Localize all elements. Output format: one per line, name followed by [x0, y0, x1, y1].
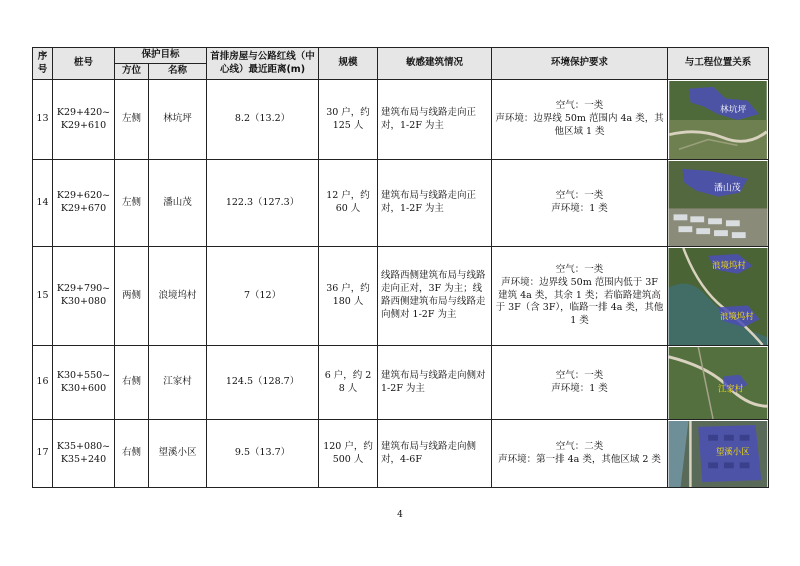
row-distance: 8.2（13.2）	[207, 80, 319, 160]
row-requirement: 空气：一类 声环境：边界线 50m 范围内低于 3F 建筑 4a 类，其余 1 类；若临路建筑高于 3F（含 3F），临路一排 4a 类，其他 1 类	[492, 247, 668, 346]
row-name: 潘山茂	[149, 160, 207, 247]
satellite-map	[668, 347, 768, 419]
col-distance-header: 首排房屋与公路红线（中心线）最近距离(m)	[207, 48, 319, 80]
satellite-map	[668, 421, 768, 487]
row-name: 江家村	[149, 346, 207, 420]
row-building: 建筑布局与线路走向侧对 1-2F 为主	[378, 346, 492, 420]
map-label-secondary: 浪境坞村	[719, 310, 754, 321]
row-distance: 124.5（128.7）	[207, 346, 319, 420]
location-map-image	[668, 346, 769, 420]
satellite-map	[668, 81, 768, 159]
row-side: 左侧	[115, 160, 149, 247]
row-building: 建筑布局与线路走向正对，1-2F 为主	[378, 80, 492, 160]
satellite-map	[668, 161, 768, 246]
row-scale: 12 户，约 60 人	[319, 160, 378, 247]
col-target-header: 保护目标	[115, 48, 207, 64]
row-side: 左侧	[115, 80, 149, 160]
row-building: 线路西侧建筑布局与线路走向正对，3F 为主；线路西侧建筑布局与线路走向侧对 1-2F 为主	[378, 247, 492, 346]
row-requirement: 空气：一类 声环境：1 类	[492, 160, 668, 247]
col-position-header: 与工程位置关系	[668, 48, 769, 80]
row-seq: 14	[33, 160, 53, 247]
row-pile: K35+080~K35+240	[53, 420, 115, 488]
col-scale-header: 规模	[319, 48, 378, 80]
row-scale: 120 户，约 500 人	[319, 420, 378, 488]
table-row	[33, 247, 769, 346]
row-name: 浪境坞村	[149, 247, 207, 346]
col-requirement-header: 环境保护要求	[492, 48, 668, 80]
row-pile: K29+620~K29+670	[53, 160, 115, 247]
satellite-map	[668, 248, 768, 345]
location-map-image	[668, 420, 769, 488]
col-name-header: 名称	[149, 64, 207, 80]
sensitive-targets-table	[32, 47, 769, 488]
row-scale: 36 户，约 180 人	[319, 247, 378, 346]
col-side-header: 方位	[115, 64, 149, 80]
table-row	[33, 346, 769, 420]
table-row	[33, 160, 769, 247]
row-side: 两侧	[115, 247, 149, 346]
page-number: 4	[397, 510, 403, 520]
row-side: 右侧	[115, 346, 149, 420]
row-distance: 9.5（13.7）	[207, 420, 319, 488]
row-seq: 17	[33, 420, 53, 488]
location-map-image	[668, 80, 769, 160]
map-label: 江家村	[718, 382, 744, 393]
location-map-image	[668, 160, 769, 247]
header-row	[33, 48, 769, 64]
row-pile: K29+790~K30+080	[53, 247, 115, 346]
row-seq: 16	[33, 346, 53, 420]
location-map-image	[668, 247, 769, 346]
row-name: 望溪小区	[149, 420, 207, 488]
row-distance: 7（12）	[207, 247, 319, 346]
map-label: 望溪小区	[716, 445, 750, 456]
row-scale: 6 户，约 28 人	[319, 346, 378, 420]
row-seq: 15	[33, 247, 53, 346]
map-label: 浪境坞村	[712, 259, 746, 270]
row-requirement: 空气：一类 声环境：边界线 50m 范围内 4a 类，其他区域 1 类	[492, 80, 668, 160]
col-seq-header: 序号	[33, 48, 53, 80]
map-label: 潘山茂	[714, 183, 741, 194]
row-building: 建筑布局与线路走向正对，1-2F 为主	[378, 160, 492, 247]
table-row	[33, 420, 769, 488]
row-pile: K30+550~K30+600	[53, 346, 115, 420]
col-building-header: 敏感建筑情况	[378, 48, 492, 80]
row-side: 右侧	[115, 420, 149, 488]
row-pile: K29+420~K29+610	[53, 80, 115, 160]
row-name: 林坑坪	[149, 80, 207, 160]
row-distance: 122.3（127.3）	[207, 160, 319, 247]
row-requirement: 空气：二类 声环境：第一排 4a 类，其他区域 2 类	[492, 420, 668, 488]
map-label: 林坑坪	[719, 104, 747, 115]
table-row	[33, 80, 769, 160]
row-scale: 30 户，约 125 人	[319, 80, 378, 160]
row-seq: 13	[33, 80, 53, 160]
row-building: 建筑布局与线路走向侧对，4-6F	[378, 420, 492, 488]
col-pile-header: 桩号	[53, 48, 115, 80]
row-requirement: 空气：一类 声环境：1 类	[492, 346, 668, 420]
